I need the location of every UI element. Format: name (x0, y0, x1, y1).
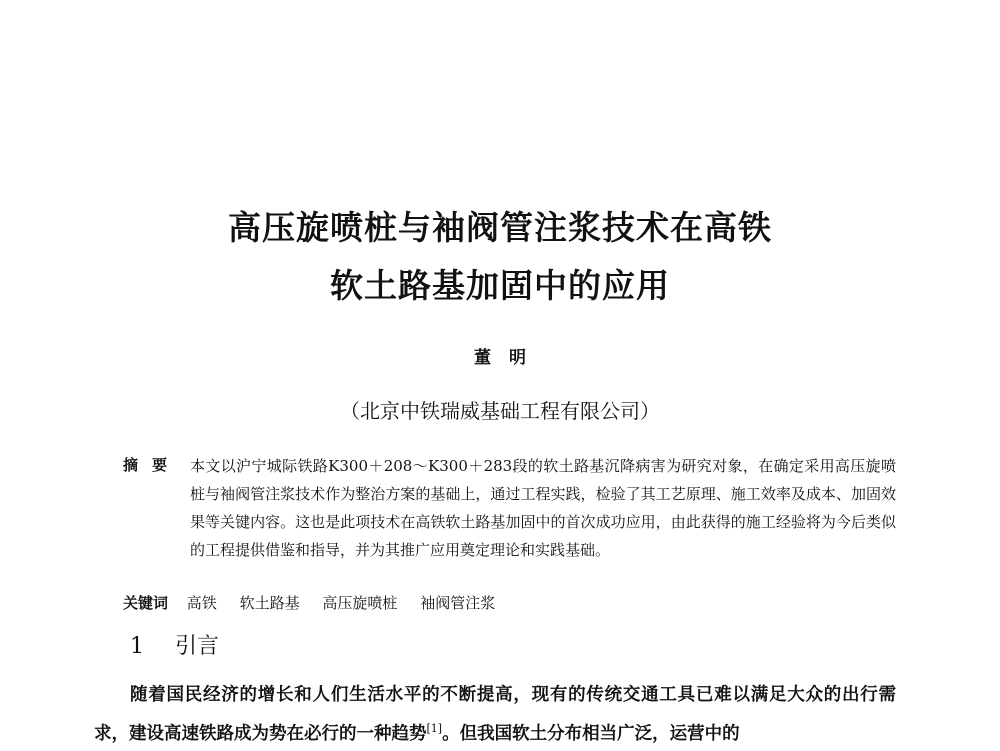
author-name: 董明 (474, 348, 544, 368)
section-heading (130, 632, 219, 662)
keyword: 高铁 (186, 594, 217, 612)
keywords-row (123, 591, 883, 615)
reference-mark: [1] (426, 722, 443, 735)
abstract-label: 摘要 (123, 456, 182, 474)
keyword: 软土路基 (239, 594, 300, 612)
keyword: 袖阀管注浆 (420, 594, 496, 612)
keywords-label: 关键词 (123, 594, 169, 612)
body-text-part-1: 随着国民经济的增长和人们生活水平的不断提高，现有的传统交通工具已难以满足大众的出行需求，建设高速铁路成为势在必行的一种趋势 (94, 685, 896, 744)
section-title: 引言 (175, 634, 220, 659)
author-affiliation: （北京中铁瑞威基础工程有限公司） (340, 399, 660, 423)
abstract-text: 本文以沪宁城际铁路K300＋208～K300＋283段的软土路基沉降病害为研究对象，在确定采用高压旋喷桩与袖阀管注浆技术作为整治方案的基础上，通过工程实践，检验了其工艺原理、施工效率及成本、加固效果等关键内容。这也是此项技术在高铁软土路基加固中的首次成功应用，由此获得的施工经验将为今后类似的工程提供借鉴和指导，并为其推广应用奠定理论和实践基础。 (190, 457, 896, 559)
paper-title-line-1: 高压旋喷桩与袖阀管注浆技术在高铁 (228, 208, 772, 247)
paper-title-line-2: 软土路基加固中的应用 (330, 266, 670, 305)
keyword: 高压旋喷桩 (322, 594, 398, 612)
body-text-part-2: 。但我国软土分布相当广泛，运营中的 (442, 723, 740, 744)
body-paragraph (94, 678, 896, 751)
section-number: 1 (130, 634, 144, 659)
